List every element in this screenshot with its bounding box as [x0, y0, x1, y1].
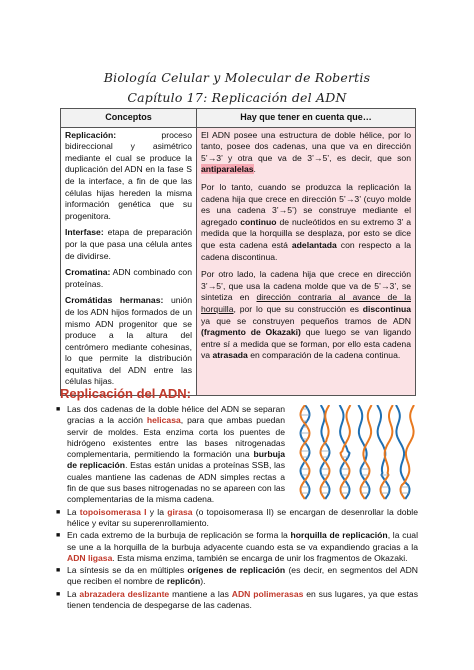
bullet-icon: ■: [56, 406, 61, 413]
bullet-icon: ■: [56, 567, 61, 575]
dna-strand: [381, 405, 393, 499]
dna-helix: [358, 405, 371, 499]
bullet-origenes: ■ La síntesis se da en múltiples orígenes de replicación (es decir, en segmentos del ADN que reciben el nombre de replicón).: [56, 565, 418, 587]
bullet-abrazadera: ■ La abrazadera deslizante mantiene a las ADN polimerasas en sus lugares, ya que estas tienen tendencia de despegarse de las cadenas.: [56, 588, 418, 611]
bullet-topoisomerasa: ■ La topoisomerasa I y la girasa (o topoisomerasa II) se encargan de desenrollar la doble hélice y evitar su superenrollamiento.: [56, 506, 418, 528]
dna-replication-illustration: [296, 405, 418, 501]
note-discontinua: Por otro lado, la cadena hija que crece en dirección 3’→5’, que usa la cadena molde que va de 5’→3’, se sintetiza en dirección contraria al avance de la horquilla, por lo que su construcción es discontinua ya que se construyen pequeños tramos de ADN (fragmento de Okazaki) que luego se van ligando entre sí a medida que se forman, por ello esta cadena va atrasada en comparación de la cadena continua.: [201, 269, 412, 361]
concepts-table: [60, 108, 416, 396]
dna-helix: [377, 405, 393, 499]
dna-strand: [377, 405, 389, 499]
concept-cromatina: Cromatina: ADN combinado con proteínas.: [65, 267, 192, 289]
dna-helix: [301, 405, 310, 499]
dna-helix: [321, 405, 330, 499]
concepts-cell: [61, 127, 197, 395]
note-continua: Por lo tanto, cuando se produzca la replicación la cadena hija que crece en dirección 5’→3’ (cuyo molde es una cadena 3’→5’) se construye mediante el agregado continuo de nucleótidos en su extremo 3’ a medida que la horquilla se desplaza, por esto se dice que esta cadena está adelantada con respecto a la cadena discontinua.: [201, 181, 411, 262]
concept-replicacion: Replicación: proceso bidireccional y asimétrico mediante el cual se produce la duplicación del ADN en la fase S de la interface, a fin de que las células hijas hereden la misma información genética que su progenitora.: [65, 129, 192, 221]
bullet-horquilla: ■ En cada extremo de la burbuja de replicación se forma la horquilla de replicación, la cual se une a la horquilla de la burbuja adyacente cuando esta se va expandiendo gracias a la ADN ligasa. Esta misma enzima, también se encarga de unir los fragmentos de Okazaki.: [56, 530, 418, 563]
bullet-icon: ■: [56, 532, 61, 540]
note-antiparalelas: El ADN posee una estructura de doble hélice, por lo tanto, posee dos cadenas, una que va en dirección 5’→3’ y otra que va de 3’→5’, es decir, que son antiparalelas.: [201, 129, 411, 175]
bullet-helicasa: ■ Las dos cadenas de la doble hélice del ADN se separan gracias a la acción helicasa, para que ambas puedan servir de moldes. Esta enzima corta los puentes de hidrógeno existentes entre las bases nitrogenadas complementaria, permitiendo la formación una burbuja de replicación. Estas están unidas a proteínas SSB, las cuales mantiene las cadenas de ADN simples rectas a fin de que sus bases nitrogenadas no se apareen con las complementarias de la misma cadena.: [56, 404, 286, 505]
notes-header: Hay que tener en cuenta que…: [197, 109, 416, 128]
chapter-subtitle: Capítulo 17: Replicación del ADN: [127, 90, 347, 105]
concepts-header: Conceptos: [61, 109, 197, 128]
dna-helix: [396, 405, 414, 499]
section-title: Replicación del ADN:: [60, 386, 191, 401]
document-title: Biología Celular y Molecular de Robertis: [103, 70, 371, 85]
bullet-icon: ■: [56, 508, 61, 516]
dna-helix: [340, 405, 351, 499]
notes-cell: [197, 127, 416, 395]
bullet-icon: ■: [56, 590, 61, 598]
concept-cromatidas: Cromátidas hermanas: unión de los ADN hijos formados de un mismo ADN progenitor que se produce a la altura del centrómero mediante cohesinas, lo que permite la distribución equitativa del ADN entre las células hijas.: [65, 295, 192, 387]
concept-interfase: Interfase: etapa de preparación por la que pasa una célula antes de dividirse.: [65, 227, 192, 261]
